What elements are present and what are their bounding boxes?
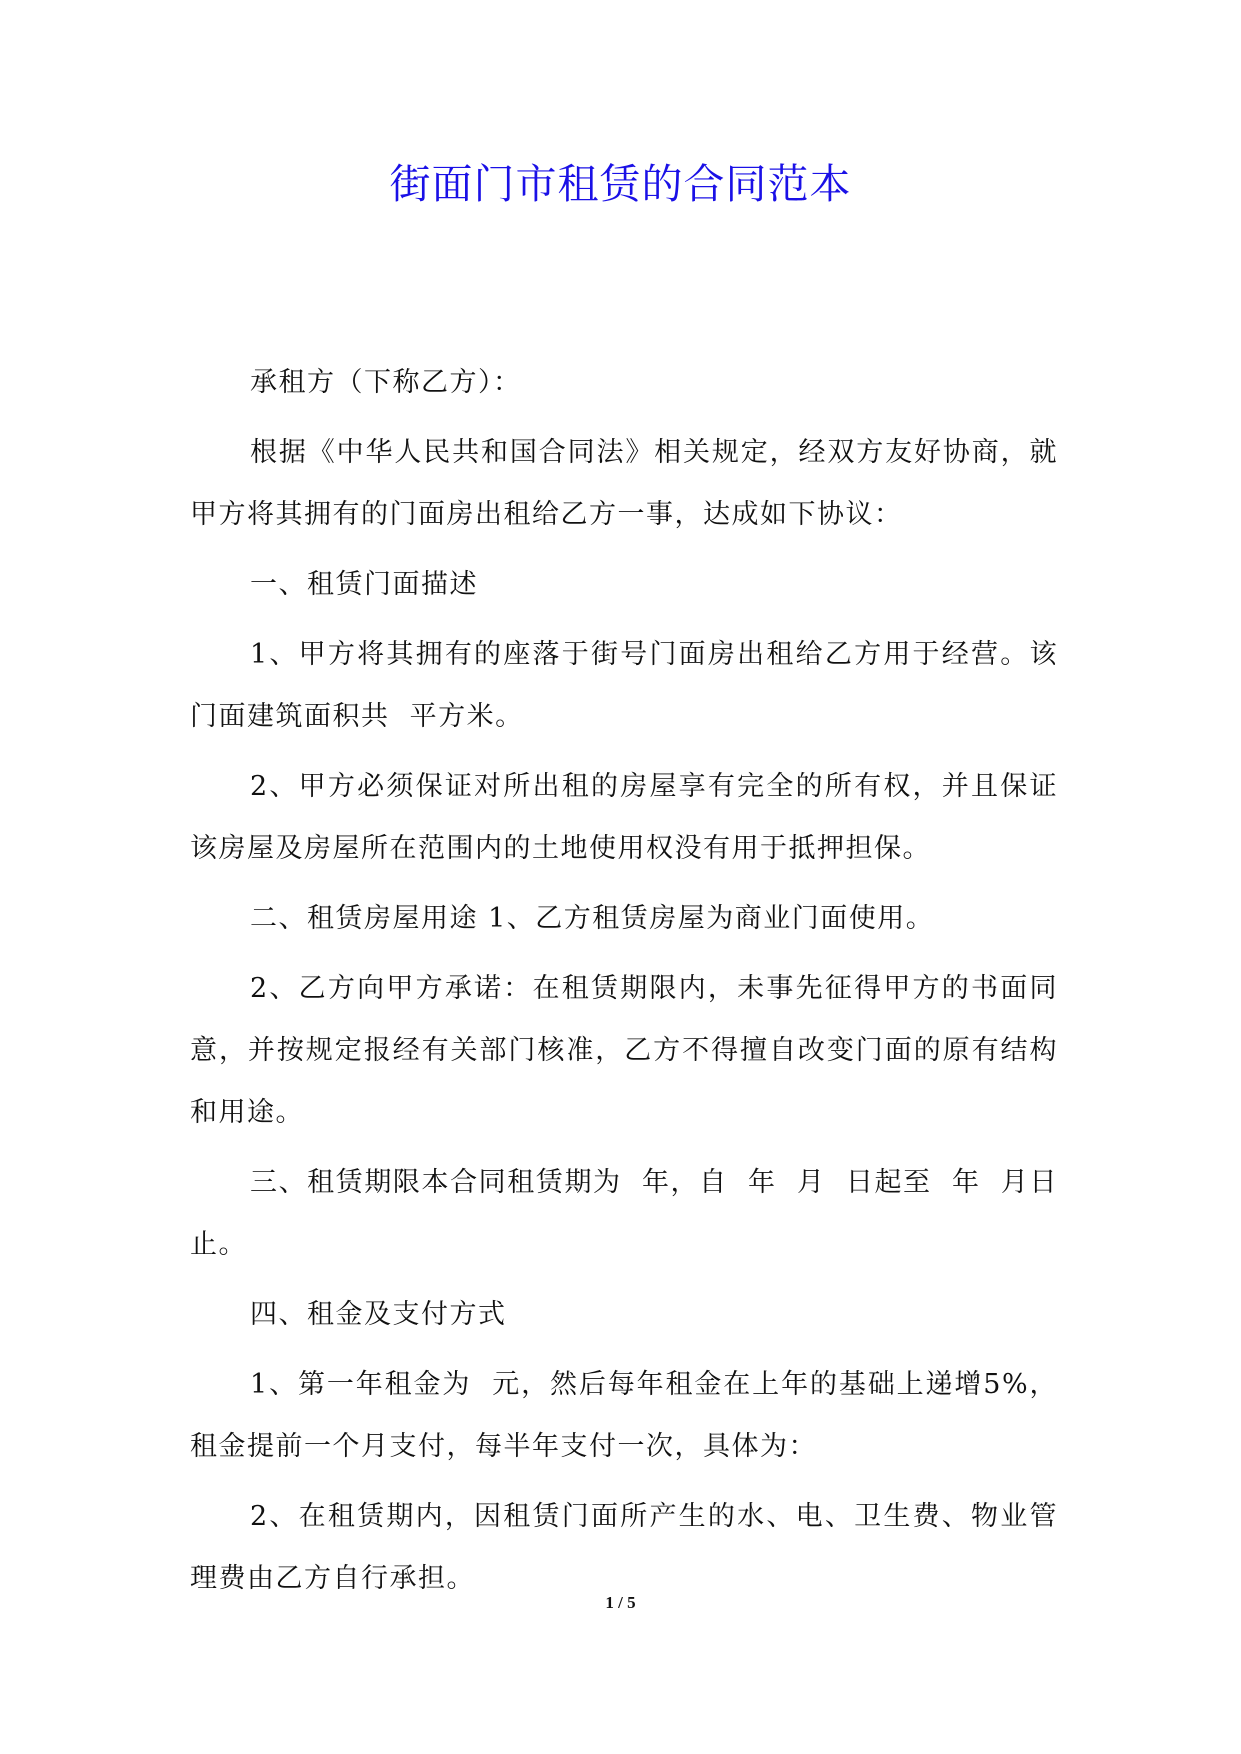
- section-heading-3: 三、租赁期限本合同租赁期为 年，自 年 月 日起至 年 月日止。: [190, 1167, 1058, 1260]
- paragraph-clause: 2、在租赁期内，因租赁门面所产生的水、电、卫生费、物业管理费由乙方自行承担。: [190, 1501, 1058, 1594]
- paragraph-preamble: 根据《中华人民共和国合同法》相关规定，经双方友好协商，就甲方将其拥有的门面房出租给乙方一事，达成如下协议：: [190, 437, 1058, 530]
- paragraph-lessee: 承租方（下称乙方）：: [250, 367, 522, 398]
- paragraph-clause: 2、甲方必须保证对所出租的房屋享有完全的所有权，并且保证该房屋及房屋所在范围内的土地使用权没有用于抵押担保。: [190, 771, 1058, 864]
- section-heading-2: 二、租赁房屋用途 1、乙方租赁房屋为商业门面使用。: [250, 903, 935, 934]
- paragraph-clause: 1、第一年租金为 元，然后每年租金在上年的基础上递增5%，租金提前一个月支付，每半年支付一次，具体为：: [190, 1369, 1058, 1462]
- section-heading-4: 四、租金及支付方式: [250, 1299, 507, 1330]
- document-body: [190, 352, 1058, 1618]
- paragraph-clause: 2、乙方向甲方承诺：在租赁期限内，未事先征得甲方的书面同意，并按规定报经有关部门核准，乙方不得擅自改变门面的原有结构和用途。: [190, 973, 1058, 1128]
- document-title: 街面门市租赁的合同范本: [389, 160, 852, 208]
- page-number: 1 / 5: [605, 1593, 636, 1612]
- section-heading-1: 一、租赁门面描述: [250, 569, 478, 600]
- paragraph-clause: 1、甲方将其拥有的座落于街号门面房出租给乙方用于经营。该门面建筑面积共 平方米。: [190, 639, 1058, 732]
